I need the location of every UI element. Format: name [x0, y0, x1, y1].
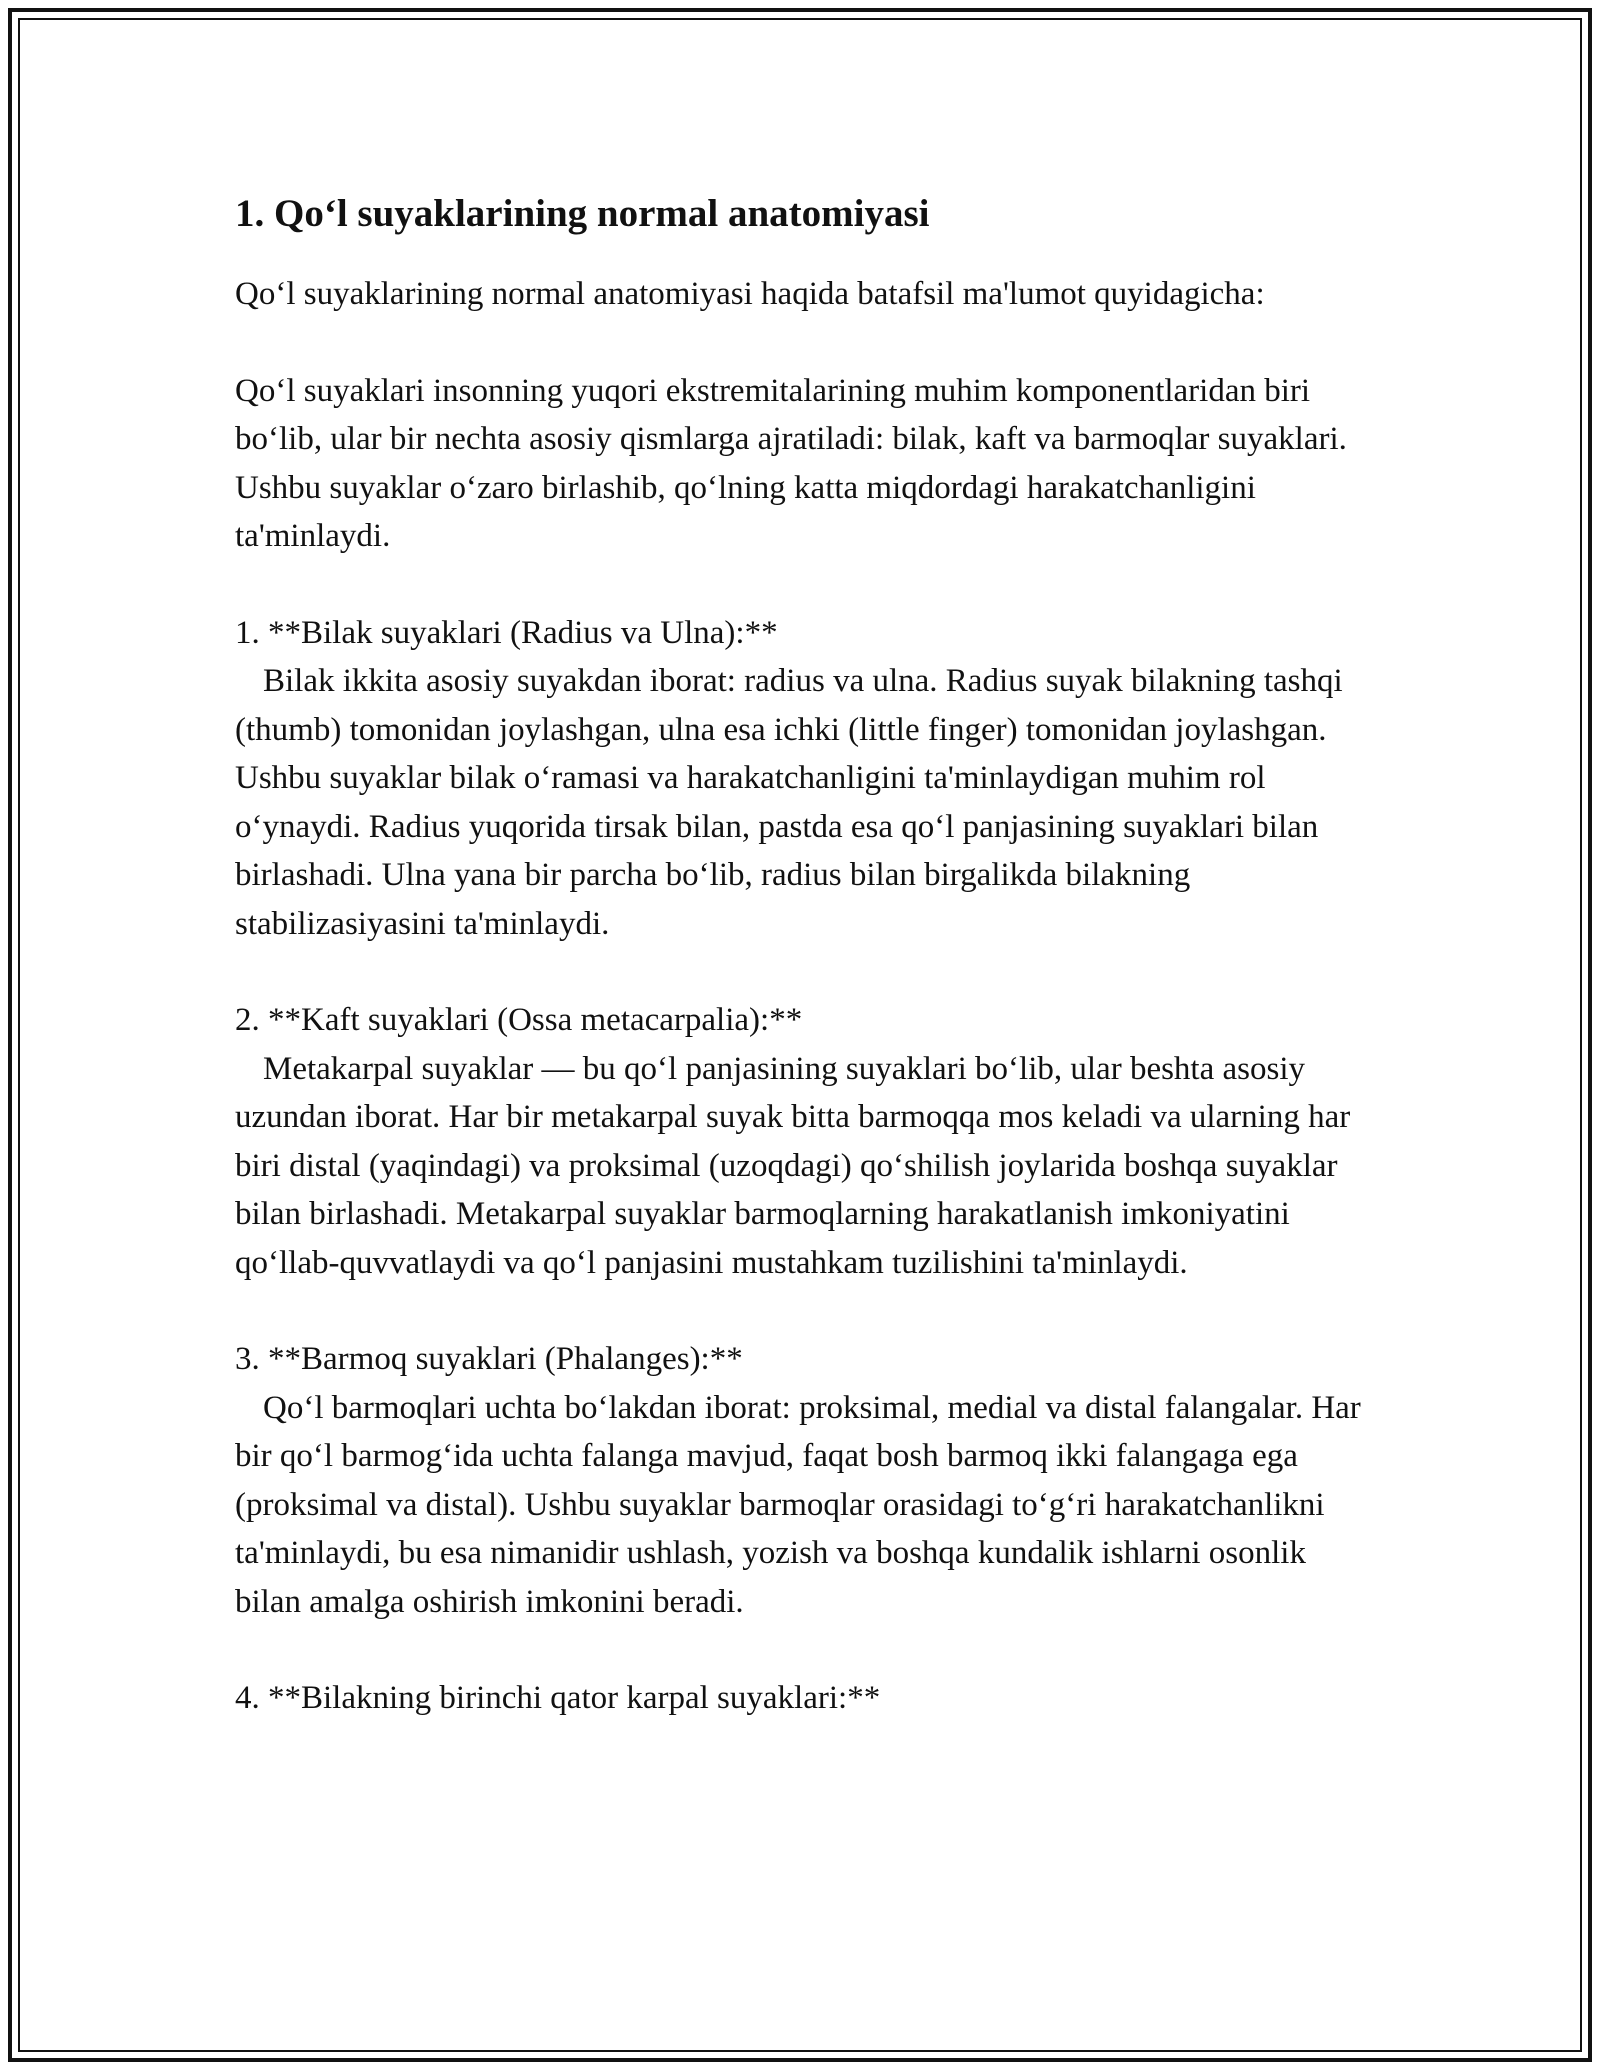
intro-paragraph: Qo‘l suyaklarining normal anatomiyasi haqida batafsil ma'lumot quyidagicha: — [235, 276, 1265, 312]
document-body — [235, 188, 1375, 1723]
section-heading-barmoq: 3. **Barmoq suyaklari (Phalanges):** — [235, 1341, 743, 1377]
section-heading-karpal: 4. **Bilakning birinchi qator karpal suyaklari:** — [235, 1680, 881, 1716]
document-title: 1. Qo‘l suyaklarining normal anatomiyasi — [235, 192, 930, 235]
section-body-barmoq: Qo‘l barmoqlari uchta bo‘lakdan iborat: proksimal, medial va distal falangalar. Har bir qo‘l barmog‘ida uchta falanga mavjud, faqat bosh barmoq ikki falangaga ega (proksimal va distal). Ushbu suyaklar barmoqlar orasidagi to‘g‘ri harakatchanlikni ta'minlaydi, bu esa nimanidir ushlash, yozish va boshqa kundalik ishlarni osonlik bilan amalga oshirish imkonini beradi. — [235, 1389, 1361, 1620]
overview-paragraph: Qo‘l suyaklari insonning yuqori ekstremitalarining muhim komponentlaridan biri bo‘lib, ular bir nechta asosiy qismlarga ajratiladi: bilak, kaft va barmoqlar suyaklari. Ushbu suyaklar o‘zaro birlashib, qo‘lning katta miqdordagi harakatchanligini ta'minlaydi. — [235, 372, 1347, 554]
section-body-bilak: Bilak ikkita asosiy suyakdan iborat: radius va ulna. Radius suyak bilakning tashqi (thumb) tomonidan joylashgan, ulna esa ichki (little finger) tomonidan joylashgan. Ushbu suyaklar bilak o‘ramasi va harakatchanligini ta'minlaydigan muhim rol o‘ynaydi. Radius yuqorida tirsak bilan, pastda esa qo‘l panjasining suyaklari bilan birlashadi. Ulna yana bir parcha bo‘lib, radius bilan birgalikda bilakning stabilizasiyasini ta'minlaydi. — [235, 663, 1343, 942]
section-heading-bilak: 1. **Bilak suyaklari (Radius va Ulna):** — [235, 614, 778, 651]
section-body-kaft: Metakarpal suyaklar — bu qo‘l panjasining suyaklari bo‘lib, ular beshta asosiy uzundan iborat. Har bir metakarpal suyak bitta barmoqqa mos keladi va ularning har biri distal (yaqindagi) va proksimal (uzoqdagi) qo‘shilish joylarida boshqa suyaklar bilan birlashadi. Metakarpal suyaklar barmoqlarning harakatlanish imkoniyatini qo‘llab-quvvatlaydi va qo‘l panjasini mustahkam tuzilishini ta'minlaydi. — [235, 1050, 1351, 1281]
section-heading-kaft: 2. **Kaft suyaklari (Ossa metacarpalia):** — [235, 1002, 803, 1038]
